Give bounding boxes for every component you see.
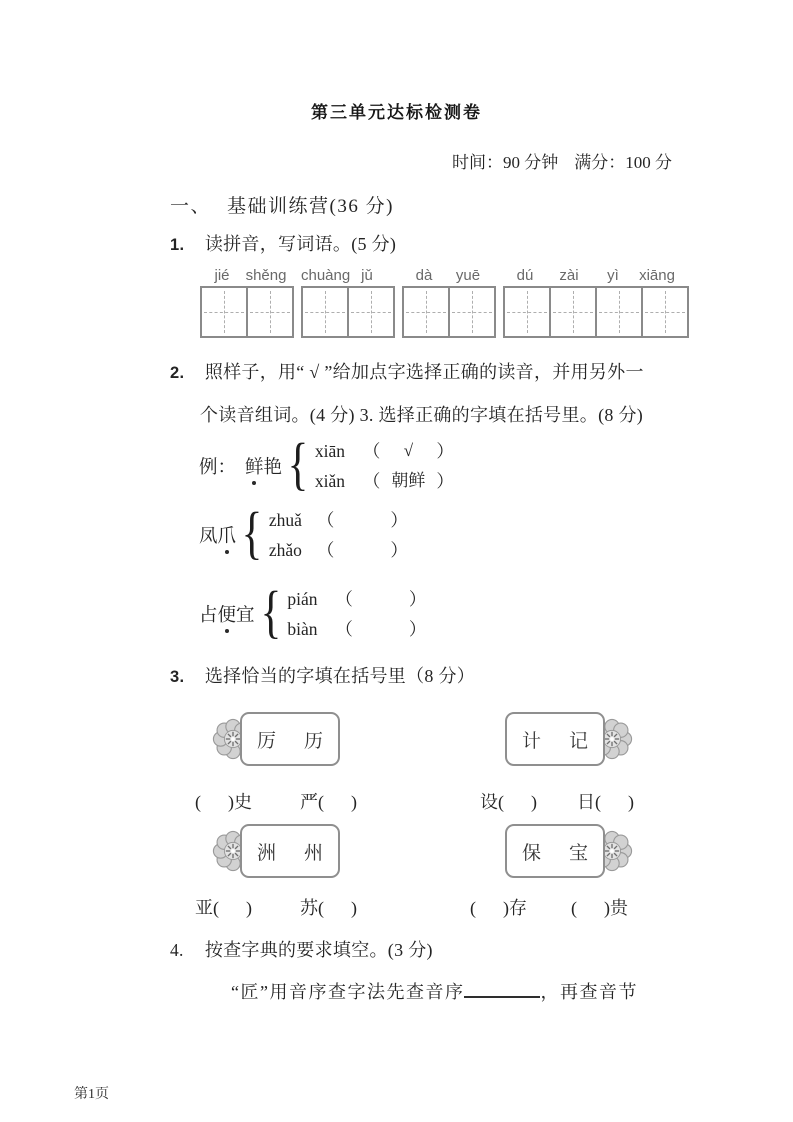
blank-post: 史	[234, 792, 252, 812]
blank-row	[195, 788, 357, 814]
pinyin-grid-row	[200, 267, 689, 338]
paren-open: (	[470, 898, 476, 918]
writing-cell	[246, 288, 292, 336]
pinyin-syllable: yuē	[455, 267, 481, 284]
blank-pre: 日	[577, 792, 595, 812]
choice-char: 保	[521, 842, 541, 864]
part1-title: 基础训练营(36 分)	[227, 196, 394, 217]
choice-char: 州	[304, 842, 324, 864]
example-label: 例：	[199, 458, 237, 478]
paren-open: （	[335, 589, 353, 609]
paren-open: （	[316, 540, 335, 560]
paren-open: (	[213, 898, 219, 918]
option-answer: √	[403, 441, 414, 460]
fill-blank	[195, 788, 252, 814]
fill-blank	[195, 894, 252, 920]
fill-text-post: ，再查音节	[540, 982, 638, 1002]
fill-text-pre: “匠”用音序查字法先查音序	[231, 982, 465, 1002]
pronunciation-item-2	[199, 579, 427, 646]
blank-post: 存	[509, 898, 527, 918]
question-4-text: 按查字典的要求填空。(3 分)	[204, 940, 433, 960]
fill-blank	[470, 894, 527, 920]
brace-glyph: {	[260, 579, 281, 644]
blank-pre: 严	[300, 792, 318, 812]
question-3-heading	[170, 662, 475, 688]
option-pinyin: xiān	[314, 441, 346, 461]
option-row	[269, 536, 408, 564]
pinyin-syllable: chuàng	[301, 267, 351, 284]
paren-close: )	[351, 898, 357, 918]
option-list	[287, 585, 426, 643]
char-choice-block	[470, 824, 628, 918]
option-pinyin: xiǎn	[314, 471, 346, 491]
brace-glyph: {	[241, 500, 263, 565]
choice-char: 厉	[256, 730, 276, 752]
part1-heading	[170, 191, 394, 218]
word-dotted-char: 鲜	[245, 453, 264, 479]
paren-open: （	[335, 619, 353, 639]
option-list	[269, 506, 408, 564]
option-pinyin: zhuǎ	[268, 510, 302, 530]
choice-char: 历	[304, 730, 324, 752]
question-4-heading	[170, 936, 433, 962]
char-choice-box	[505, 712, 605, 766]
paren-close: ）	[390, 540, 408, 560]
paren-close: ）	[408, 589, 427, 609]
pinyin-syllable: zài	[559, 267, 579, 284]
example-word	[199, 453, 282, 479]
paren-open: （	[362, 441, 381, 461]
pinyin-group	[503, 267, 689, 338]
question-1-heading	[170, 230, 396, 256]
question-3-number: 3.	[170, 668, 185, 686]
blank-row	[195, 894, 357, 920]
writing-cell	[505, 288, 549, 336]
pinyin-syllable: shěng	[245, 267, 287, 284]
dictionary-fill-line	[231, 978, 638, 1004]
paren-close: ）	[408, 619, 427, 639]
option-row	[287, 585, 426, 613]
option-answer: 朝鲜	[391, 471, 426, 490]
option-row	[269, 506, 408, 534]
paren-close: )	[628, 792, 634, 812]
paren-close: )	[531, 792, 537, 812]
writing-cell	[549, 288, 595, 336]
pinyin-syllable: yì	[607, 267, 619, 284]
question-2-heading	[170, 358, 644, 384]
option-pinyin: pián	[287, 589, 318, 609]
option-pinyin: biàn	[287, 619, 318, 639]
option-list	[315, 437, 454, 495]
choice-char: 洲	[256, 842, 276, 864]
word-suffix: 宜	[236, 606, 255, 626]
char-choice-block	[195, 824, 357, 918]
paren-close: )	[246, 898, 252, 918]
word-dotted-char: 便	[218, 601, 237, 627]
char-choice-block	[195, 712, 357, 812]
exam-time: 时间：90 分钟	[452, 153, 559, 172]
item-word	[199, 522, 236, 548]
paren-open: (	[571, 898, 577, 918]
pinyin-syllable: xiāng	[639, 267, 675, 284]
pinyin-group	[402, 267, 496, 338]
paren-close: )	[228, 792, 234, 812]
blank-post: 贵	[610, 898, 628, 918]
option-row	[315, 467, 454, 495]
blank-row	[470, 894, 628, 920]
fill-blank	[480, 788, 537, 814]
brace-glyph: {	[287, 431, 309, 496]
word-prefix: 占	[199, 606, 218, 626]
fill-blank	[300, 894, 357, 920]
part1-number: 一、	[170, 196, 212, 217]
word-dotted-char: 爪	[218, 522, 237, 548]
writing-cell	[404, 288, 448, 336]
option-row	[315, 437, 454, 465]
option-row	[287, 615, 426, 643]
question-2-number: 2.	[170, 364, 185, 382]
paren-close: )	[503, 898, 509, 918]
paren-close: )	[351, 792, 357, 812]
pronunciation-example	[199, 431, 454, 498]
writing-cell	[448, 288, 494, 336]
option-pinyin: zhǎo	[268, 540, 302, 560]
question-3-text: 选择恰当的字填在括号里（8 分）	[204, 666, 476, 686]
exam-meta	[452, 148, 672, 173]
question-1-text: 读拼音，写词语。(5 分)	[204, 234, 397, 254]
underline-blank	[464, 996, 540, 998]
paren-open: (	[498, 792, 504, 812]
paren-open: （	[362, 471, 381, 491]
word-prefix: 凤	[199, 527, 218, 547]
exam-score: 满分：100 分	[574, 153, 672, 172]
choice-char: 记	[569, 730, 589, 752]
paren-open: （	[316, 510, 335, 530]
paren-close: )	[604, 898, 610, 918]
question-1-number: 1.	[170, 236, 185, 254]
char-choice-box	[240, 824, 340, 878]
paren-open: (	[318, 792, 324, 812]
paren-close: ）	[436, 471, 454, 491]
choice-char: 计	[521, 730, 541, 752]
paren-open: (	[318, 898, 324, 918]
blank-pre: 设	[480, 792, 498, 812]
blank-row	[480, 788, 634, 814]
paren-close: ）	[436, 441, 454, 461]
question-4-number: 4.	[170, 940, 184, 960]
blank-pre: 亚	[195, 898, 213, 918]
question-2-text-line2: 个读音组词。(4 分) 3. 选择正确的字填在括号里。(8 分)	[200, 405, 644, 425]
blank-pre: 苏	[300, 898, 318, 918]
writing-cell	[347, 288, 393, 336]
fill-blank	[571, 894, 628, 920]
pinyin-syllable: jié	[214, 267, 230, 284]
fill-blank	[300, 788, 357, 814]
pinyin-syllable: jǔ	[361, 267, 373, 284]
char-choice-block	[480, 712, 634, 812]
item-word	[199, 601, 255, 627]
choice-char: 宝	[569, 842, 589, 864]
page-number: 第1页	[74, 1087, 109, 1102]
writing-cell	[595, 288, 641, 336]
paren-open: (	[195, 792, 201, 812]
paren-open: (	[595, 792, 601, 812]
char-choice-box	[505, 824, 605, 878]
writing-cell	[202, 288, 246, 336]
pronunciation-item-1	[199, 500, 408, 567]
word-suffix: 艳	[263, 458, 283, 478]
pinyin-group	[301, 267, 395, 338]
exam-title: 第三单元达标检测卷	[311, 103, 482, 122]
pinyin-syllable: dà	[415, 267, 433, 284]
fill-blank	[577, 788, 634, 814]
pinyin-group	[200, 267, 294, 338]
paren-close: ）	[390, 510, 408, 530]
question-2-text-line1: 照样子，用“ √ ”给加点字选择正确的读音，并用另外一	[204, 362, 644, 382]
writing-cell	[303, 288, 347, 336]
writing-cell	[641, 288, 687, 336]
pinyin-syllable: dú	[516, 267, 534, 284]
char-choice-box	[240, 712, 340, 766]
